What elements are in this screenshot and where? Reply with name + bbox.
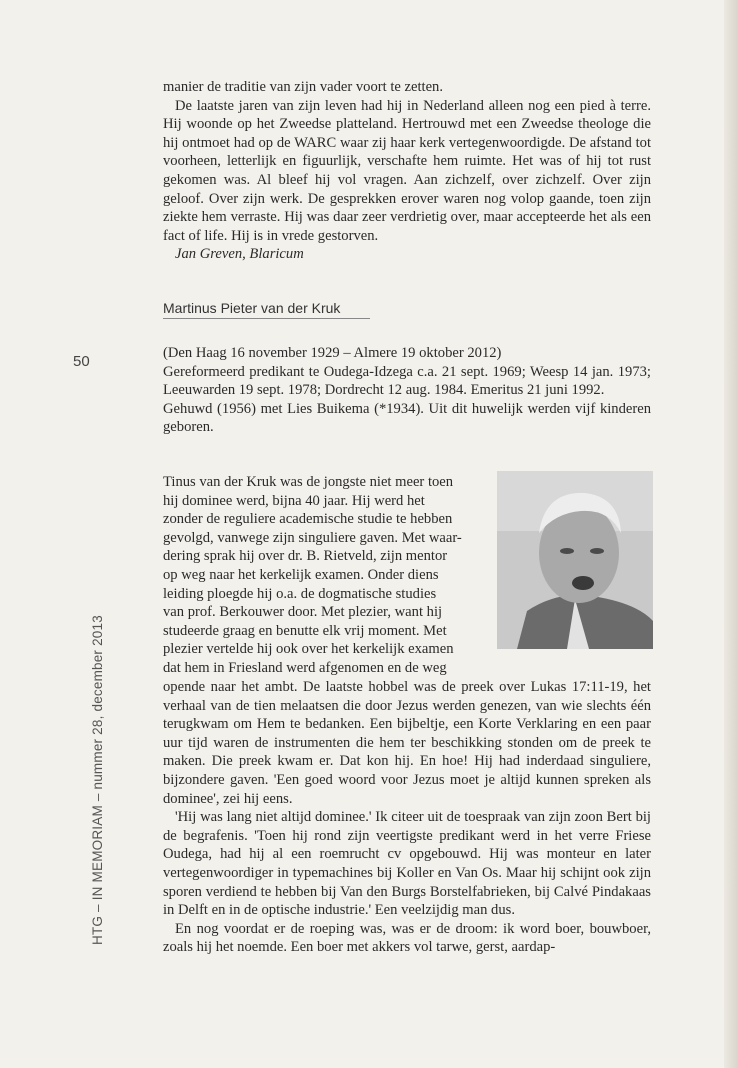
text-line: hij dominee werd, bijna 40 jaar. Hij werd het <box>163 492 425 509</box>
paragraph: 'Hij was lang niet altijd dominee.' Ik citeer uit de toespraak van zijn zoon Bert bij de begrafenis. 'Toen hij rond zijn veertigste predikant werd in het verre Friese Oudega, had hij al een roemrucht cv opgebouwd. Hij was monteur en later vertegenwoordiger in typemachines bij Koller en Van Os. Maar hij schijnt ook zijn sporen verdiend te hebben bij Van den Burgs Borstelfabrieken, bij Calvé Pindakaas in Delft en in de optische industrie.' Een veelzijdig man dus. <box>163 809 651 919</box>
text-line: leiding ploegde hij o.a. de dogmatische studies <box>163 585 437 602</box>
paragraph: manier de traditie van zijn vader voort te zetten. <box>163 79 443 95</box>
page-edge <box>724 0 738 1068</box>
paragraph: En nog voordat er de roeping was, was er de droom: ik word boer, bouwboer, zoals hij het noemde. Een boer met akkers vol tarwe, gerst, aardap- <box>163 920 651 956</box>
text-line: zonder de reguliere academische studie te hebben <box>163 511 453 528</box>
text-line: van prof. Berkouwer door. Met plezier, want hij <box>163 604 443 621</box>
bio-career: Gereformeerd predikant te Oudega-Idzega c.a. 21 sept. 1969; Weesp 14 jan. 1973; Leeuwarden 19 sept. 1978; Dordrecht 12 aug. 1984. Emeritus 21 juni 1992. <box>163 363 651 399</box>
biographical-data <box>163 344 651 437</box>
bio-family: Gehuwd (1956) met Lies Buikema (*1934). Uit dit huwelijk werden vijf kinderen geboren. <box>163 400 651 436</box>
previous-entry-ending <box>163 78 651 264</box>
text-line: plezier vertelde hij ook over het kerkelijk examen <box>163 641 454 658</box>
bio-dates: (Den Haag 16 november 1929 – Almere 19 oktober 2012) <box>163 345 502 361</box>
text-line: dering sprak hij over dr. B. Rietveld, zijn mentor <box>163 548 448 565</box>
paragraph: De laatste jaren van zijn leven had hij in Nederland alleen nog een pied à terre. Hij woonde op het Zweedse platteland. Hertrouwd met een Zweedse theologe die hij ontmoet had op de WARC waar zij haar kerk vertegenwoordigde. De afstand tot voorheen, letterlijk en figuurlijk, verschafte hem ruimte. Het was of hij tot rust gekomen was. Al bleef hij vol vragen. Aan zichzelf, over zichzelf. Over zijn geloof. Over zijn werk. De gesprekken erover waren nog volop gaande, toen zijn ziekte hem verraste. Hij was daar zeer verdrietig over, maar accepteerde het als een fact of life. Hij is in vrede gestorven. <box>163 97 651 244</box>
main-text-float <box>163 473 651 678</box>
text-line: gevolgd, vanwege zijn singuliere gaven. Met waar- <box>163 529 462 546</box>
text-line: op weg naar het kerkelijk examen. Onder diens <box>163 566 439 583</box>
entry-name-heading: Martinus Pieter van der Kruk <box>163 300 370 319</box>
text-line: Tinus van der Kruk was de jongste niet meer toen <box>163 474 454 490</box>
main-text <box>163 678 651 957</box>
text-line: studeerde graag en benutte elk vrij moment. Met <box>163 622 447 639</box>
page-number: 50 <box>73 353 90 370</box>
author-signature: Jan Greven, Blaricum <box>175 246 304 263</box>
running-head: HTG – IN MEMORIAM – nummer 28, december 2013 <box>90 615 105 945</box>
paragraph: opende naar het ambt. De laatste hobbel was de preek over Lukas 17:11-19, het verhaal van de tien melaatsen die door Jezus werden genezen, van wie slechts één terugkwam om Hem te bedanken. Een bijbeltje, een Korte Verklaring en een paar uur tijd waren de instrumenten die hem ter beschikking stonden om de preek te maken. Die preek kwam er. Dat kon hij. En hoe! Hij had inderdaad singuliere, bijzondere gaven. 'Een goed woord voor Jezus moet je altijd kunnen spreken als dominee', zei hij eens. <box>163 679 651 807</box>
text-line: dat hem in Friesland werd afgenomen en de weg <box>163 659 447 676</box>
